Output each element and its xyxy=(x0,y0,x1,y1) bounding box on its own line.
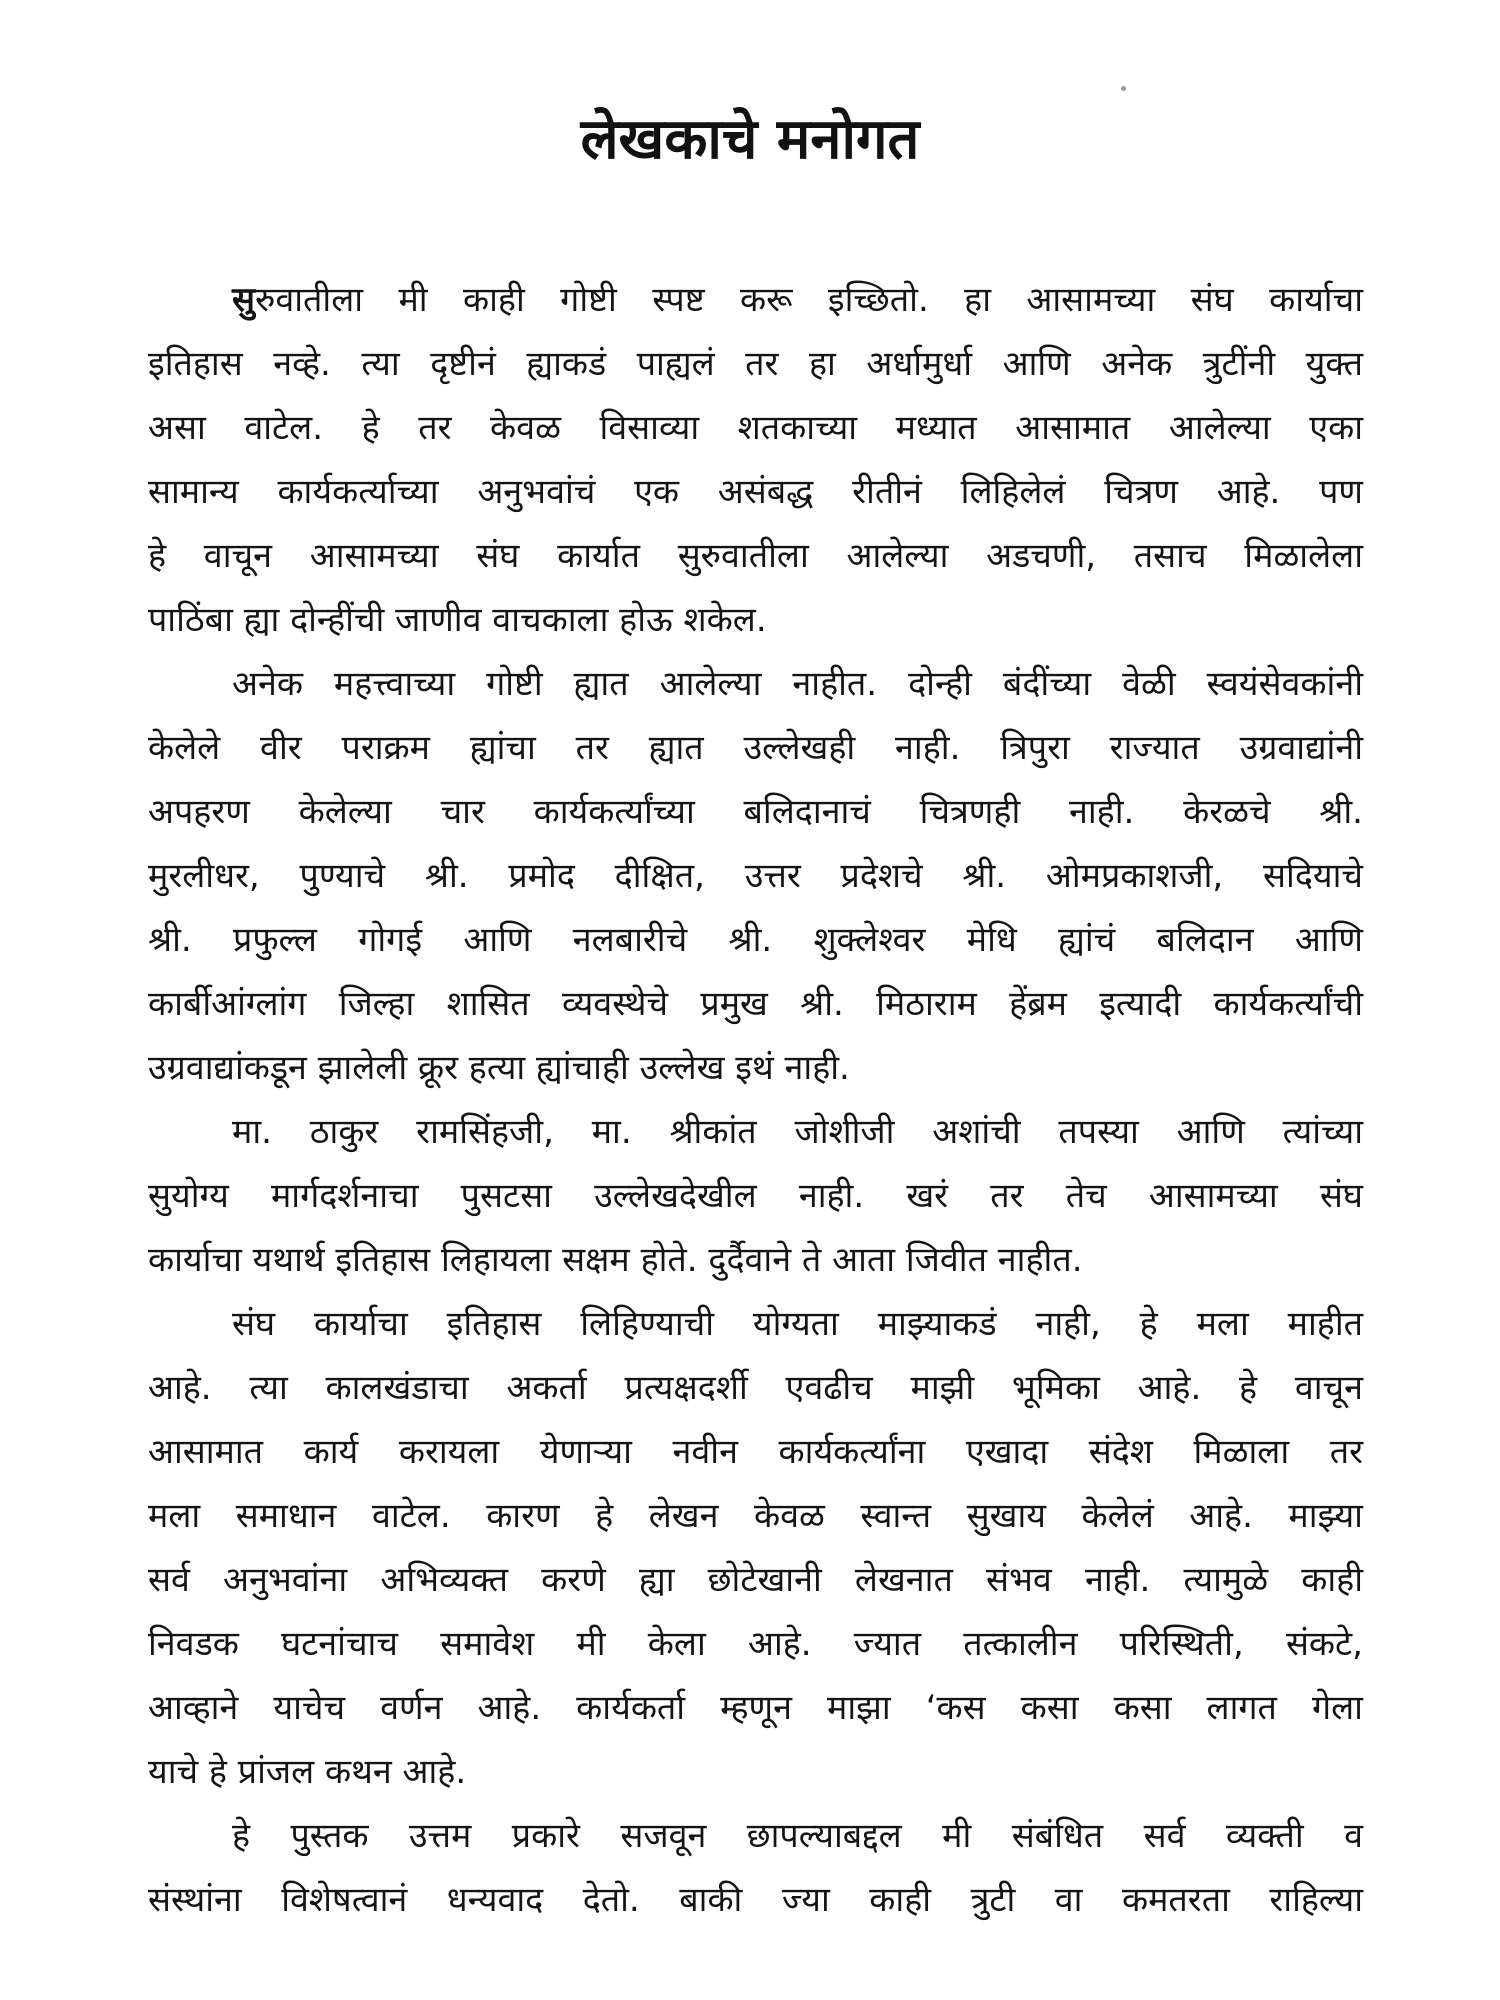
paragraph-1-line-4: सामान्य कार्यकर्त्याच्या अनुभवांचं एक असंबद्ध रीतीनं लिहिलेलं चित्रण आहे. पण xyxy=(148,472,1363,512)
paragraph-2-line-4: मुरलीधर, पुण्याचे श्री. प्रमोद दीक्षित, उत्तर प्रदेशचे श्री. ओमप्रकाशजी, सदियाचे xyxy=(148,856,1363,896)
paragraph-1-line-6: पाठिंबा ह्या दोन्हींची जाणीव वाचकाला होऊ शकेल. xyxy=(148,600,767,640)
paragraph-2-line-3: अपहरण केलेल्या चार कार्यकर्त्यांच्या बलिदानाचं चित्रणही नाही. केरळचे श्री. xyxy=(148,792,1363,832)
paragraph-4-line-7: आव्हाने याचेच वर्णन आहे. कार्यकर्ता म्हणून माझा ‘कस कसा कसा लागत गेला xyxy=(148,1688,1363,1728)
paragraph-4-line-2: आहे. त्या कालखंडाचा अकर्ता प्रत्यक्षदर्शी एवढीच माझी भूमिका आहे. हे वाचून xyxy=(148,1368,1363,1408)
paragraph-1-line-5: हे वाचून आसामच्या संघ कार्यात सुरुवातीला आलेल्या अडचणी, तसाच मिळालेला xyxy=(148,536,1363,576)
drop-cap: सु xyxy=(232,280,255,320)
paragraph-2-line-1: अनेक महत्त्वाच्या गोष्टी ह्यात आलेल्या नाहीत. दोन्ही बंदींच्या वेळी स्वयंसेवकांनी xyxy=(232,664,1363,704)
paragraph-5-line-2: संस्थांना विशेषत्वानं धन्यवाद देतो. बाकी ज्या काही त्रुटी वा कमतरता राहिल्या xyxy=(148,1880,1363,1920)
paragraph-2-line-2: केलेले वीर पराक्रम ह्यांचा तर ह्यात उल्लेखही नाही. त्रिपुरा राज्यात उग्रवाद्यांनी xyxy=(148,728,1363,768)
paragraph-4-line-6: निवडक घटनांचाच समावेश मी केला आहे. ज्यात तत्कालीन परिस्थिती, संकटे, xyxy=(148,1624,1363,1664)
paragraph-4-line-5: सर्व अनुभवांना अभिव्यक्त करणे ह्या छोटेखानी लेखनात संभव नाही. त्यामुळे काही xyxy=(148,1560,1363,1600)
paragraph-1-line-1 xyxy=(232,268,1363,332)
paragraph-4-line-3: आसामात कार्य करायला येणाऱ्या नवीन कार्यकर्त्यांना एखादा संदेश मिळाला तर xyxy=(148,1432,1363,1472)
paragraph-5-line-1: हे पुस्तक उत्तम प्रकारे सजवून छापल्याबद्दल मी संबंधित सर्व व्यक्ती व xyxy=(232,1816,1363,1856)
paragraph-2-line-7: उग्रवाद्यांकडून झालेली क्रूर हत्या ह्यांचाही उल्लेख इथं नाही. xyxy=(148,1048,850,1088)
paragraph-3-line-2: सुयोग्य मार्गदर्शनाचा पुसटसा उल्लेखदेखील नाही. खरं तर तेच आसामच्या संघ xyxy=(148,1176,1363,1216)
paragraph-4-line-4: मला समाधान वाटेल. कारण हे लेखन केवळ स्वान्त सुखाय केलेलं आहे. माझ्या xyxy=(148,1496,1363,1536)
scan-speck xyxy=(1121,86,1126,91)
paragraph-3-line-1: मा. ठाकुर रामसिंहजी, मा. श्रीकांत जोशीजी अशांची तपस्या आणि त्यांच्या xyxy=(232,1112,1363,1152)
paragraph-2-line-5: श्री. प्रफुल्ल गोगई आणि नलबारीचे श्री. शुक्लेश्वर मेधि ह्यांचं बलिदान आणि xyxy=(148,920,1363,960)
page-title: लेखकाचे मनोगत xyxy=(580,107,920,172)
paragraph-1-line-3: असा वाटेल. हे तर केवळ विसाव्या शतकाच्या मध्यात आसामात आलेल्या एका xyxy=(148,408,1363,448)
line-text: रुवातीला मी काही गोष्टी स्पष्ट करू इच्छितो. हा आसामच्या संघ कार्याचा xyxy=(254,280,1363,320)
paragraph-2-line-6: कार्बीआंग्लांग जिल्हा शासित व्यवस्थेचे प्रमुख श्री. मिठाराम हेंब्रम इत्यादी कार्यकर्त्यांची xyxy=(148,984,1363,1024)
paragraph-1-line-2: इतिहास नव्हे. त्या दृष्टीनं ह्याकडं पाह्यलं तर हा अर्धामुर्धा आणि अनेक त्रुटींनी युक्त xyxy=(148,344,1363,384)
paragraph-4-line-1: संघ कार्याचा इतिहास लिहिण्याची योग्यता माझ्याकडं नाही, हे मला माहीत xyxy=(232,1304,1363,1344)
paragraph-3-line-3: कार्याचा यथार्थ इतिहास लिहायला सक्षम होते. दुर्दैवाने ते आता जिवीत नाहीत. xyxy=(148,1240,1083,1280)
paragraph-4-line-8: याचे हे प्रांजल कथन आहे. xyxy=(148,1752,467,1792)
